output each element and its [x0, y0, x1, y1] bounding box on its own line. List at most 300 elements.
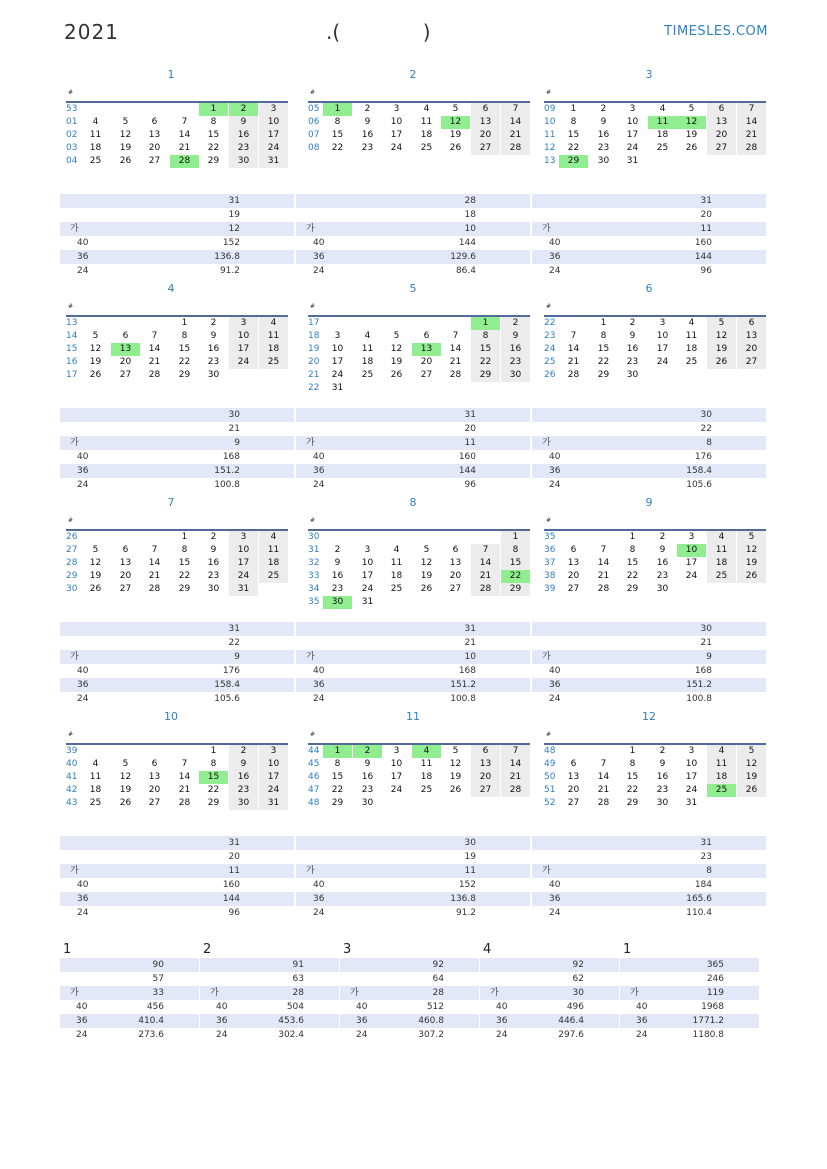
- day-cell[interactable]: 7: [570, 331, 577, 341]
- holiday-day-cell[interactable]: 1: [323, 103, 352, 116]
- day-cell[interactable]: 20: [119, 571, 132, 581]
- day-cell[interactable]: 3: [393, 746, 400, 756]
- day-cell[interactable]: 30: [501, 369, 530, 382]
- day-cell[interactable]: 5: [452, 104, 459, 114]
- day-cell[interactable]: 19: [707, 343, 736, 356]
- day-cell[interactable]: 14: [501, 116, 530, 129]
- day-cell[interactable]: 25: [89, 156, 102, 166]
- day-cell[interactable]: 18: [361, 357, 374, 367]
- day-cell[interactable]: 16: [229, 129, 258, 142]
- day-cell[interactable]: 10: [259, 758, 288, 771]
- day-cell[interactable]: 30: [229, 155, 258, 168]
- day-cell[interactable]: 7: [471, 544, 500, 557]
- day-cell[interactable]: 30: [626, 370, 639, 380]
- day-cell[interactable]: 6: [122, 331, 129, 341]
- day-cell[interactable]: 25: [420, 785, 433, 795]
- day-cell[interactable]: 29: [471, 369, 500, 382]
- day-cell[interactable]: 13: [737, 330, 766, 343]
- day-cell[interactable]: 30: [229, 797, 258, 810]
- day-cell[interactable]: 17: [390, 130, 403, 140]
- day-cell[interactable]: 24: [685, 785, 698, 795]
- day-cell[interactable]: 8: [210, 759, 217, 769]
- day-cell[interactable]: 4: [92, 759, 99, 769]
- day-cell[interactable]: 24: [685, 571, 698, 581]
- day-cell[interactable]: 21: [737, 129, 766, 142]
- day-cell[interactable]: 10: [331, 344, 344, 354]
- day-cell[interactable]: 15: [331, 772, 344, 782]
- day-cell[interactable]: 28: [597, 798, 610, 808]
- day-cell[interactable]: 11: [707, 544, 736, 557]
- day-cell[interactable]: 25: [259, 570, 288, 583]
- brand-link[interactable]: TIMESLES.COM: [664, 24, 768, 39]
- day-cell[interactable]: 16: [229, 771, 258, 784]
- day-cell[interactable]: 3: [364, 545, 371, 555]
- day-cell[interactable]: 22: [471, 356, 500, 369]
- day-cell[interactable]: 19: [89, 357, 102, 367]
- day-cell[interactable]: 19: [737, 557, 766, 570]
- day-cell[interactable]: 12: [737, 758, 766, 771]
- day-cell[interactable]: 6: [737, 317, 766, 330]
- day-cell[interactable]: 21: [501, 129, 530, 142]
- day-cell[interactable]: 14: [597, 772, 610, 782]
- day-cell[interactable]: 12: [390, 344, 403, 354]
- day-cell[interactable]: 21: [597, 785, 610, 795]
- day-cell[interactable]: 7: [600, 759, 607, 769]
- holiday-day-cell[interactable]: 2: [229, 103, 258, 116]
- day-cell[interactable]: 14: [501, 758, 530, 771]
- day-cell[interactable]: 16: [656, 772, 669, 782]
- day-cell[interactable]: 27: [148, 156, 161, 166]
- day-cell[interactable]: 26: [685, 143, 698, 153]
- day-cell[interactable]: 16: [501, 343, 530, 356]
- day-cell[interactable]: 8: [471, 330, 500, 343]
- day-cell[interactable]: 13: [567, 558, 580, 568]
- day-cell[interactable]: 17: [229, 343, 258, 356]
- day-cell[interactable]: 9: [600, 117, 607, 127]
- day-cell[interactable]: 8: [570, 117, 577, 127]
- day-cell[interactable]: 15: [567, 130, 580, 140]
- day-cell[interactable]: 17: [229, 557, 258, 570]
- day-cell[interactable]: 26: [89, 584, 102, 594]
- day-cell[interactable]: 18: [420, 772, 433, 782]
- day-cell[interactable]: 6: [570, 545, 577, 555]
- day-cell[interactable]: 29: [178, 584, 191, 594]
- day-cell[interactable]: 16: [207, 344, 220, 354]
- day-cell[interactable]: 23: [207, 357, 220, 367]
- day-cell[interactable]: 30: [207, 370, 220, 380]
- day-cell[interactable]: 17: [390, 772, 403, 782]
- day-cell[interactable]: 24: [390, 143, 403, 153]
- holiday-day-cell[interactable]: 29: [559, 155, 588, 168]
- day-cell[interactable]: 27: [471, 784, 500, 797]
- day-cell[interactable]: 21: [148, 571, 161, 581]
- day-cell[interactable]: 3: [334, 331, 341, 341]
- day-cell[interactable]: 12: [89, 558, 102, 568]
- day-cell[interactable]: 21: [567, 357, 580, 367]
- day-cell[interactable]: 20: [148, 143, 161, 153]
- day-cell[interactable]: 4: [707, 531, 736, 544]
- day-cell[interactable]: 9: [364, 117, 371, 127]
- day-cell[interactable]: 30: [656, 798, 669, 808]
- day-cell[interactable]: 21: [449, 357, 462, 367]
- day-cell[interactable]: 8: [629, 545, 636, 555]
- day-cell[interactable]: 6: [570, 759, 577, 769]
- day-cell[interactable]: 24: [626, 143, 639, 153]
- day-cell[interactable]: 13: [449, 558, 462, 568]
- day-cell[interactable]: 25: [656, 143, 669, 153]
- day-cell[interactable]: 22: [178, 571, 191, 581]
- day-cell[interactable]: 7: [181, 759, 188, 769]
- day-cell[interactable]: 17: [259, 129, 288, 142]
- day-cell[interactable]: 11: [259, 544, 288, 557]
- day-cell[interactable]: 17: [361, 571, 374, 581]
- day-cell[interactable]: 7: [737, 103, 766, 116]
- day-cell[interactable]: 28: [449, 370, 462, 380]
- day-cell[interactable]: 9: [659, 545, 666, 555]
- day-cell[interactable]: 2: [210, 532, 217, 542]
- day-cell[interactable]: 5: [393, 331, 400, 341]
- day-cell[interactable]: 31: [331, 383, 344, 393]
- holiday-day-cell[interactable]: 15: [199, 771, 228, 784]
- day-cell[interactable]: 19: [119, 143, 132, 153]
- day-cell[interactable]: 26: [89, 370, 102, 380]
- day-cell[interactable]: 12: [420, 558, 433, 568]
- holiday-day-cell[interactable]: 1: [471, 317, 500, 330]
- day-cell[interactable]: 5: [707, 317, 736, 330]
- day-cell[interactable]: 20: [707, 129, 736, 142]
- day-cell[interactable]: 22: [331, 785, 344, 795]
- day-cell[interactable]: 11: [361, 344, 374, 354]
- day-cell[interactable]: 4: [259, 531, 288, 544]
- day-cell[interactable]: 29: [207, 156, 220, 166]
- day-cell[interactable]: 15: [597, 344, 610, 354]
- day-cell[interactable]: 20: [449, 571, 462, 581]
- day-cell[interactable]: 2: [659, 746, 666, 756]
- day-cell[interactable]: 2: [659, 532, 666, 542]
- day-cell[interactable]: 23: [597, 143, 610, 153]
- day-cell[interactable]: 1: [501, 531, 530, 544]
- day-cell[interactable]: 20: [420, 357, 433, 367]
- day-cell[interactable]: 7: [501, 745, 530, 758]
- day-cell[interactable]: 15: [626, 558, 639, 568]
- day-cell[interactable]: 16: [656, 558, 669, 568]
- day-cell[interactable]: 28: [501, 142, 530, 155]
- day-cell[interactable]: 19: [685, 130, 698, 140]
- day-cell[interactable]: 18: [259, 343, 288, 356]
- day-cell[interactable]: 26: [737, 570, 766, 583]
- day-cell[interactable]: 10: [229, 330, 258, 343]
- day-cell[interactable]: 9: [364, 759, 371, 769]
- day-cell[interactable]: 15: [626, 772, 639, 782]
- day-cell[interactable]: 29: [331, 798, 344, 808]
- day-cell[interactable]: 23: [656, 571, 669, 581]
- day-cell[interactable]: 19: [89, 571, 102, 581]
- day-cell[interactable]: 16: [361, 772, 374, 782]
- day-cell[interactable]: 7: [151, 331, 158, 341]
- day-cell[interactable]: 25: [390, 584, 403, 594]
- day-cell[interactable]: 21: [178, 785, 191, 795]
- day-cell[interactable]: 15: [207, 130, 220, 140]
- day-cell[interactable]: 16: [597, 130, 610, 140]
- day-cell[interactable]: 18: [656, 130, 669, 140]
- day-cell[interactable]: 31: [259, 797, 288, 810]
- day-cell[interactable]: 17: [259, 771, 288, 784]
- day-cell[interactable]: 14: [178, 772, 191, 782]
- day-cell[interactable]: 1: [570, 104, 577, 114]
- day-cell[interactable]: 28: [597, 584, 610, 594]
- day-cell[interactable]: 24: [331, 370, 344, 380]
- day-cell[interactable]: 18: [685, 344, 698, 354]
- day-cell[interactable]: 11: [390, 558, 403, 568]
- day-cell[interactable]: 12: [737, 544, 766, 557]
- day-cell[interactable]: 19: [390, 357, 403, 367]
- day-cell[interactable]: 27: [148, 798, 161, 808]
- day-cell[interactable]: 13: [567, 772, 580, 782]
- day-cell[interactable]: 2: [334, 545, 341, 555]
- day-cell[interactable]: 19: [420, 571, 433, 581]
- day-cell[interactable]: 17: [685, 558, 698, 568]
- day-cell[interactable]: 9: [229, 116, 258, 129]
- day-cell[interactable]: 8: [501, 544, 530, 557]
- day-cell[interactable]: 27: [567, 584, 580, 594]
- day-cell[interactable]: 3: [393, 104, 400, 114]
- day-cell[interactable]: 22: [626, 785, 639, 795]
- day-cell[interactable]: 21: [148, 357, 161, 367]
- day-cell[interactable]: 21: [501, 771, 530, 784]
- day-cell[interactable]: 4: [393, 545, 400, 555]
- day-cell[interactable]: 6: [471, 745, 500, 758]
- day-cell[interactable]: 4: [364, 331, 371, 341]
- day-cell[interactable]: 16: [207, 558, 220, 568]
- day-cell[interactable]: 8: [334, 759, 341, 769]
- day-cell[interactable]: 5: [737, 531, 766, 544]
- holiday-day-cell[interactable]: 1: [323, 745, 352, 758]
- day-cell[interactable]: 5: [423, 545, 430, 555]
- day-cell[interactable]: 27: [449, 584, 462, 594]
- day-cell[interactable]: 10: [656, 331, 669, 341]
- day-cell[interactable]: 30: [207, 584, 220, 594]
- day-cell[interactable]: 19: [449, 772, 462, 782]
- day-cell[interactable]: 31: [229, 583, 258, 596]
- day-cell[interactable]: 5: [737, 745, 766, 758]
- day-cell[interactable]: 13: [119, 558, 132, 568]
- day-cell[interactable]: 31: [626, 156, 639, 166]
- day-cell[interactable]: 27: [119, 584, 132, 594]
- day-cell[interactable]: 13: [148, 130, 161, 140]
- day-cell[interactable]: 29: [626, 798, 639, 808]
- holiday-day-cell[interactable]: 13: [111, 343, 140, 356]
- day-cell[interactable]: 13: [707, 116, 736, 129]
- day-cell[interactable]: 22: [178, 357, 191, 367]
- day-cell[interactable]: 17: [656, 344, 669, 354]
- day-cell[interactable]: 20: [567, 785, 580, 795]
- day-cell[interactable]: 26: [449, 143, 462, 153]
- day-cell[interactable]: 3: [229, 531, 258, 544]
- day-cell[interactable]: 8: [210, 117, 217, 127]
- day-cell[interactable]: 15: [178, 558, 191, 568]
- day-cell[interactable]: 2: [629, 318, 636, 328]
- day-cell[interactable]: 14: [449, 344, 462, 354]
- day-cell[interactable]: 14: [178, 130, 191, 140]
- day-cell[interactable]: 7: [501, 103, 530, 116]
- day-cell[interactable]: 6: [151, 759, 158, 769]
- day-cell[interactable]: 7: [600, 545, 607, 555]
- day-cell[interactable]: 27: [737, 356, 766, 369]
- holiday-day-cell[interactable]: 13: [412, 343, 441, 356]
- day-cell[interactable]: 18: [390, 571, 403, 581]
- day-cell[interactable]: 27: [567, 798, 580, 808]
- day-cell[interactable]: 28: [471, 583, 500, 596]
- day-cell[interactable]: 20: [471, 771, 500, 784]
- day-cell[interactable]: 25: [685, 357, 698, 367]
- day-cell[interactable]: 24: [229, 356, 258, 369]
- day-cell[interactable]: 29: [207, 798, 220, 808]
- day-cell[interactable]: 16: [331, 571, 344, 581]
- day-cell[interactable]: 14: [148, 558, 161, 568]
- day-cell[interactable]: 14: [597, 558, 610, 568]
- day-cell[interactable]: 3: [229, 317, 258, 330]
- day-cell[interactable]: 29: [178, 370, 191, 380]
- day-cell[interactable]: 2: [229, 745, 258, 758]
- day-cell[interactable]: 1: [629, 532, 636, 542]
- day-cell[interactable]: 28: [148, 584, 161, 594]
- day-cell[interactable]: 20: [567, 571, 580, 581]
- day-cell[interactable]: 11: [707, 758, 736, 771]
- day-cell[interactable]: 5: [688, 104, 695, 114]
- day-cell[interactable]: 1: [181, 532, 188, 542]
- day-cell[interactable]: 8: [629, 759, 636, 769]
- day-cell[interactable]: 18: [707, 771, 736, 784]
- day-cell[interactable]: 10: [259, 116, 288, 129]
- day-cell[interactable]: 26: [707, 356, 736, 369]
- day-cell[interactable]: 29: [626, 584, 639, 594]
- day-cell[interactable]: 10: [626, 117, 639, 127]
- day-cell[interactable]: 3: [629, 104, 636, 114]
- holiday-day-cell[interactable]: 12: [677, 116, 706, 129]
- day-cell[interactable]: 9: [210, 545, 217, 555]
- day-cell[interactable]: 14: [737, 116, 766, 129]
- day-cell[interactable]: 31: [361, 597, 374, 607]
- day-cell[interactable]: 15: [331, 130, 344, 140]
- day-cell[interactable]: 23: [207, 571, 220, 581]
- day-cell[interactable]: 23: [361, 143, 374, 153]
- day-cell[interactable]: 23: [229, 784, 258, 797]
- day-cell[interactable]: 24: [259, 784, 288, 797]
- day-cell[interactable]: 10: [361, 558, 374, 568]
- day-cell[interactable]: 2: [600, 104, 607, 114]
- day-cell[interactable]: 10: [229, 544, 258, 557]
- day-cell[interactable]: 23: [501, 356, 530, 369]
- day-cell[interactable]: 10: [390, 759, 403, 769]
- day-cell[interactable]: 9: [334, 558, 341, 568]
- holiday-day-cell[interactable]: 1: [199, 103, 228, 116]
- day-cell[interactable]: 8: [600, 331, 607, 341]
- day-cell[interactable]: 19: [737, 771, 766, 784]
- day-cell[interactable]: 11: [420, 117, 433, 127]
- day-cell[interactable]: 1: [629, 746, 636, 756]
- day-cell[interactable]: 27: [119, 370, 132, 380]
- day-cell[interactable]: 5: [92, 545, 99, 555]
- day-cell[interactable]: 22: [331, 143, 344, 153]
- day-cell[interactable]: 25: [707, 570, 736, 583]
- day-cell[interactable]: 11: [420, 759, 433, 769]
- day-cell[interactable]: 14: [567, 344, 580, 354]
- day-cell[interactable]: 3: [659, 318, 666, 328]
- day-cell[interactable]: 15: [501, 557, 530, 570]
- day-cell[interactable]: 4: [92, 117, 99, 127]
- day-cell[interactable]: 7: [151, 545, 158, 555]
- holiday-day-cell[interactable]: 25: [707, 784, 736, 797]
- day-cell[interactable]: 22: [597, 357, 610, 367]
- day-cell[interactable]: 28: [178, 798, 191, 808]
- day-cell[interactable]: 10: [390, 117, 403, 127]
- day-cell[interactable]: 3: [259, 745, 288, 758]
- day-cell[interactable]: 7: [452, 331, 459, 341]
- day-cell[interactable]: 11: [89, 130, 102, 140]
- day-cell[interactable]: 3: [688, 746, 695, 756]
- day-cell[interactable]: 18: [420, 130, 433, 140]
- day-cell[interactable]: 29: [597, 370, 610, 380]
- day-cell[interactable]: 24: [390, 785, 403, 795]
- day-cell[interactable]: 8: [181, 331, 188, 341]
- day-cell[interactable]: 13: [471, 116, 500, 129]
- day-cell[interactable]: 21: [471, 570, 500, 583]
- day-cell[interactable]: 7: [181, 117, 188, 127]
- day-cell[interactable]: 24: [259, 142, 288, 155]
- day-cell[interactable]: 12: [119, 772, 132, 782]
- day-cell[interactable]: 18: [89, 143, 102, 153]
- day-cell[interactable]: 15: [178, 344, 191, 354]
- day-cell[interactable]: 13: [148, 772, 161, 782]
- day-cell[interactable]: 20: [737, 343, 766, 356]
- day-cell[interactable]: 6: [423, 331, 430, 341]
- day-cell[interactable]: 2: [364, 104, 371, 114]
- day-cell[interactable]: 6: [471, 103, 500, 116]
- day-cell[interactable]: 4: [688, 318, 695, 328]
- day-cell[interactable]: 11: [89, 772, 102, 782]
- day-cell[interactable]: 12: [89, 344, 102, 354]
- day-cell[interactable]: 26: [119, 798, 132, 808]
- day-cell[interactable]: 31: [685, 798, 698, 808]
- day-cell[interactable]: 31: [259, 155, 288, 168]
- day-cell[interactable]: 20: [148, 785, 161, 795]
- holiday-day-cell[interactable]: 30: [323, 596, 352, 609]
- day-cell[interactable]: 24: [229, 570, 258, 583]
- day-cell[interactable]: 17: [626, 130, 639, 140]
- day-cell[interactable]: 8: [334, 117, 341, 127]
- day-cell[interactable]: 27: [420, 370, 433, 380]
- day-cell[interactable]: 5: [122, 117, 129, 127]
- holiday-day-cell[interactable]: 10: [677, 544, 706, 557]
- holiday-day-cell[interactable]: 2: [353, 745, 382, 758]
- day-cell[interactable]: 3: [688, 532, 695, 542]
- day-cell[interactable]: 12: [119, 130, 132, 140]
- day-cell[interactable]: 5: [122, 759, 129, 769]
- day-cell[interactable]: 22: [207, 143, 220, 153]
- holiday-day-cell[interactable]: 12: [441, 116, 470, 129]
- day-cell[interactable]: 25: [259, 356, 288, 369]
- day-cell[interactable]: 26: [737, 784, 766, 797]
- day-cell[interactable]: 26: [119, 156, 132, 166]
- day-cell[interactable]: 24: [656, 357, 669, 367]
- day-cell[interactable]: 18: [707, 557, 736, 570]
- day-cell[interactable]: 22: [207, 785, 220, 795]
- day-cell[interactable]: 28: [737, 142, 766, 155]
- day-cell[interactable]: 4: [259, 317, 288, 330]
- day-cell[interactable]: 23: [331, 584, 344, 594]
- day-cell[interactable]: 1: [181, 318, 188, 328]
- day-cell[interactable]: 5: [452, 746, 459, 756]
